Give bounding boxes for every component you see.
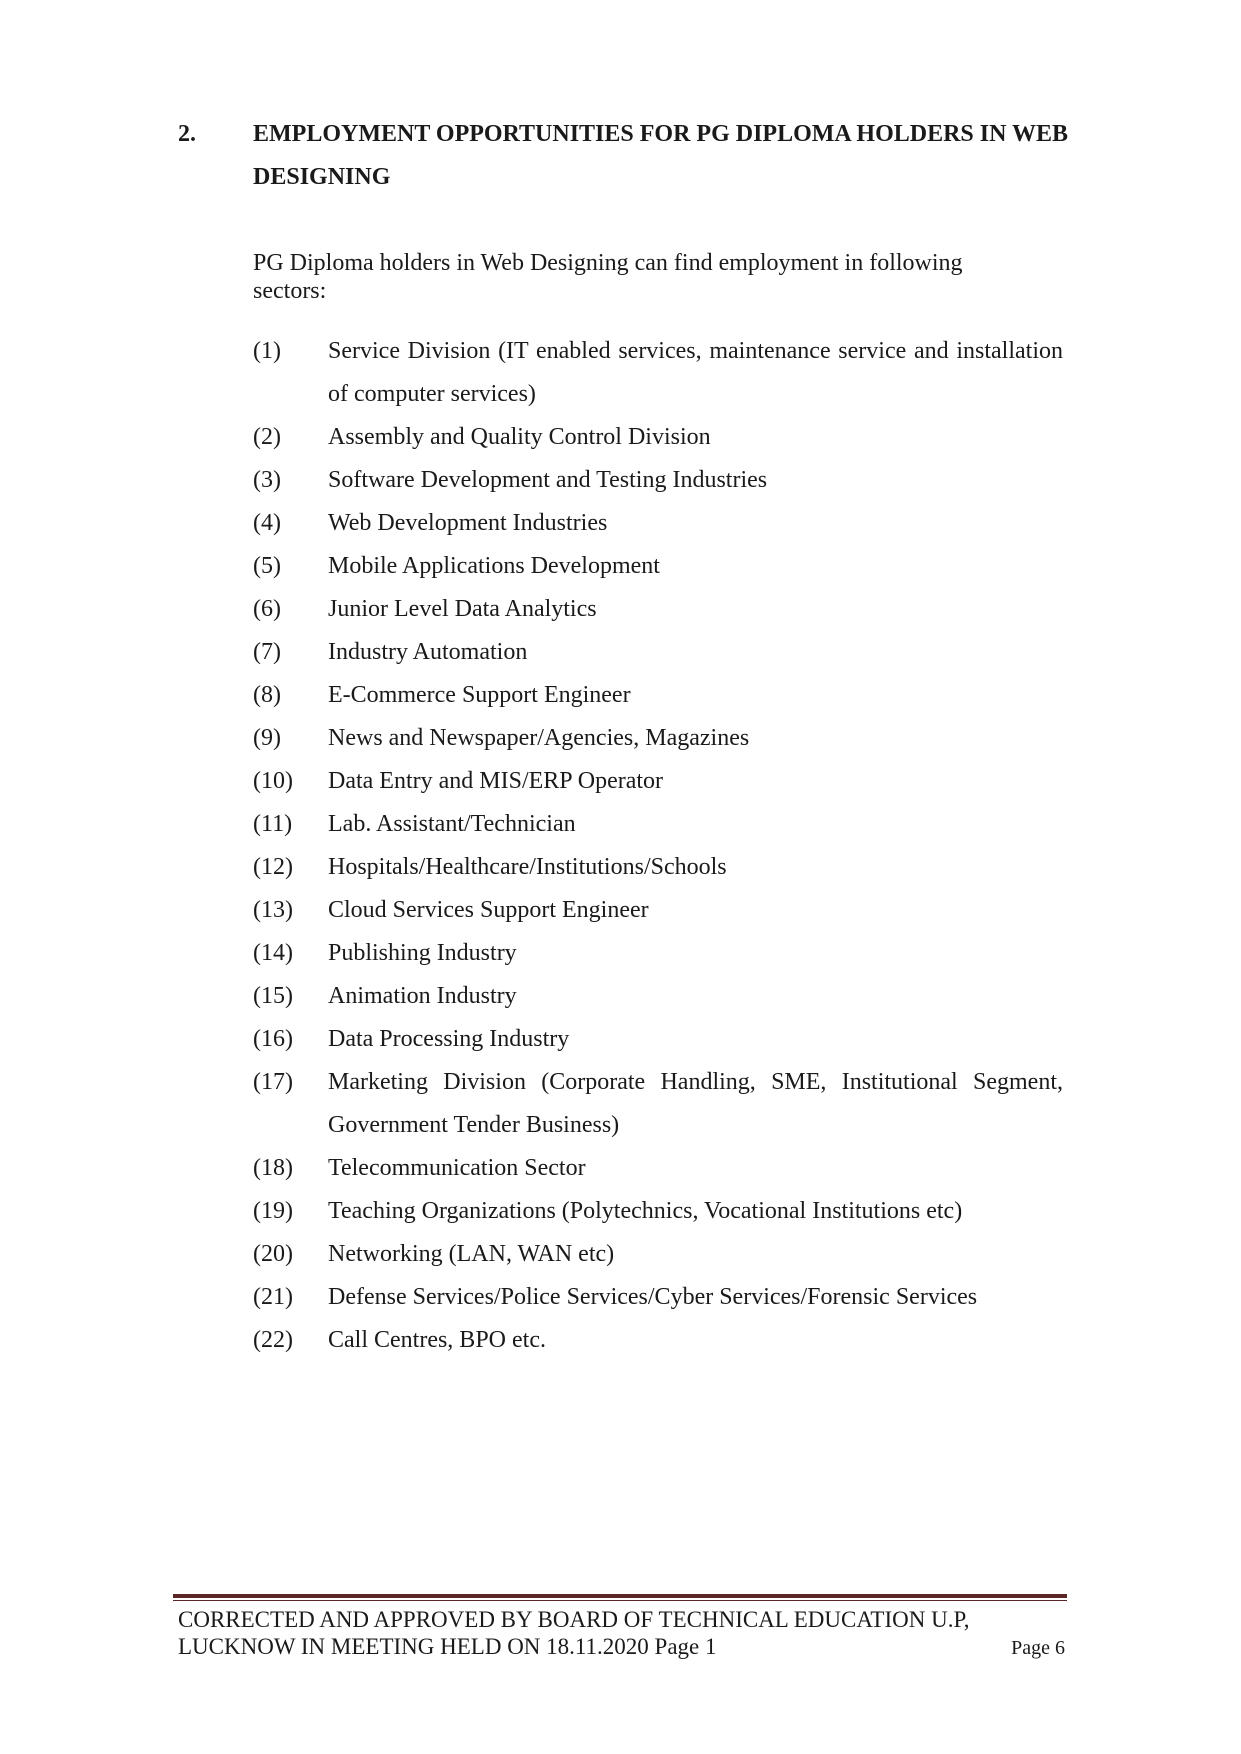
list-item-text: Lab. Assistant/Technician bbox=[328, 811, 576, 837]
list-item-text: Marketing Division (Corporate Handling, SME, Institutional Segment, Government Tender Business) bbox=[328, 1069, 1063, 1138]
list-item bbox=[253, 760, 1063, 803]
list-item bbox=[253, 1147, 1063, 1190]
list-item bbox=[253, 1018, 1063, 1061]
list-item-number: (20) bbox=[253, 1241, 293, 1267]
list-item bbox=[253, 631, 1063, 674]
list-item bbox=[253, 1190, 1063, 1233]
sector-list bbox=[253, 330, 1063, 1362]
list-item-text: Data Entry and MIS/ERP Operator bbox=[328, 768, 664, 794]
list-item bbox=[253, 1319, 1063, 1362]
list-item-text: Assembly and Quality Control Division bbox=[328, 424, 711, 450]
list-item-text: Service Division (IT enabled services, maintenance service and installation of computer services) bbox=[328, 338, 1063, 407]
list-item bbox=[253, 803, 1063, 846]
list-item-number: (10) bbox=[253, 768, 293, 794]
list-item-text: Junior Level Data Analytics bbox=[328, 596, 597, 622]
list-item-text: Cloud Services Support Engineer bbox=[328, 897, 649, 923]
list-item-number: (1) bbox=[253, 338, 281, 364]
list-item-number: (22) bbox=[253, 1327, 293, 1353]
list-item-number: (9) bbox=[253, 725, 281, 751]
list-item bbox=[253, 545, 1063, 588]
list-item bbox=[253, 975, 1063, 1018]
list-item-number: (3) bbox=[253, 467, 281, 493]
list-item-text: Mobile Applications Development bbox=[328, 553, 660, 579]
list-item-text: Call Centres, BPO etc. bbox=[328, 1327, 546, 1353]
list-item-number: (8) bbox=[253, 682, 281, 708]
list-item bbox=[253, 932, 1063, 975]
list-item-text: Teaching Organizations (Polytechnics, Vocational Institutions etc) bbox=[328, 1198, 963, 1224]
list-item-number: (15) bbox=[253, 983, 293, 1009]
list-item bbox=[253, 1276, 1063, 1319]
list-item-text: News and Newspaper/Agencies, Magazines bbox=[328, 725, 750, 751]
list-item-text: Software Development and Testing Industries bbox=[328, 467, 768, 493]
footer-line-2: LUCKNOW IN MEETING HELD ON 18.11.2020 Page 1 bbox=[178, 1634, 717, 1659]
section-title: EMPLOYMENT OPPORTUNITIES FOR PG DIPLOMA HOLDERS IN WEB DESIGNING bbox=[253, 121, 1069, 190]
list-item-text: Hospitals/Healthcare/Institutions/Schools bbox=[328, 854, 727, 880]
list-item-number: (7) bbox=[253, 639, 281, 665]
list-item bbox=[253, 889, 1063, 932]
list-item bbox=[253, 459, 1063, 502]
list-item-text: Telecommunication Sector bbox=[328, 1155, 586, 1181]
footer-rule-thick bbox=[173, 1594, 1067, 1598]
list-item-number: (16) bbox=[253, 1026, 293, 1052]
list-item-text: Web Development Industries bbox=[328, 510, 608, 536]
list-item-number: (21) bbox=[253, 1284, 293, 1310]
list-item-number: (6) bbox=[253, 596, 281, 622]
list-item bbox=[253, 1061, 1063, 1147]
list-item bbox=[253, 846, 1063, 889]
footer-line-1: CORRECTED AND APPROVED BY BOARD OF TECHNICAL EDUCATION U.P, bbox=[178, 1607, 970, 1632]
list-item bbox=[253, 502, 1063, 545]
footer-rule-thin bbox=[173, 1600, 1067, 1601]
list-item bbox=[253, 717, 1063, 760]
list-item-number: (2) bbox=[253, 424, 281, 450]
list-item-text: Industry Automation bbox=[328, 639, 528, 665]
list-item-text: Data Processing Industry bbox=[328, 1026, 570, 1052]
list-item-number: (18) bbox=[253, 1155, 293, 1181]
list-item-number: (12) bbox=[253, 854, 293, 880]
section-number: 2. bbox=[178, 121, 196, 147]
list-item bbox=[253, 674, 1063, 717]
list-item bbox=[253, 1233, 1063, 1276]
list-item-number: (19) bbox=[253, 1198, 293, 1224]
list-item-number: (13) bbox=[253, 897, 293, 923]
list-item-number: (11) bbox=[253, 811, 293, 837]
list-item-text: Publishing Industry bbox=[328, 940, 517, 966]
list-item-number: (5) bbox=[253, 553, 281, 579]
list-item bbox=[253, 416, 1063, 459]
page-number: Page 6 bbox=[1011, 1637, 1065, 1659]
list-item-text: E-Commerce Support Engineer bbox=[328, 682, 631, 708]
list-item-text: Networking (LAN, WAN etc) bbox=[328, 1241, 615, 1267]
list-item-number: (17) bbox=[253, 1069, 293, 1095]
intro-paragraph: PG Diploma holders in Web Designing can find employment in following sectors: bbox=[253, 250, 963, 304]
list-item-text: Animation Industry bbox=[328, 983, 517, 1009]
list-item bbox=[253, 588, 1063, 631]
list-item-text: Defense Services/Police Services/Cyber Services/Forensic Services bbox=[328, 1284, 978, 1310]
list-item bbox=[253, 330, 1063, 416]
list-item-number: (14) bbox=[253, 940, 293, 966]
list-item-number: (4) bbox=[253, 510, 281, 536]
